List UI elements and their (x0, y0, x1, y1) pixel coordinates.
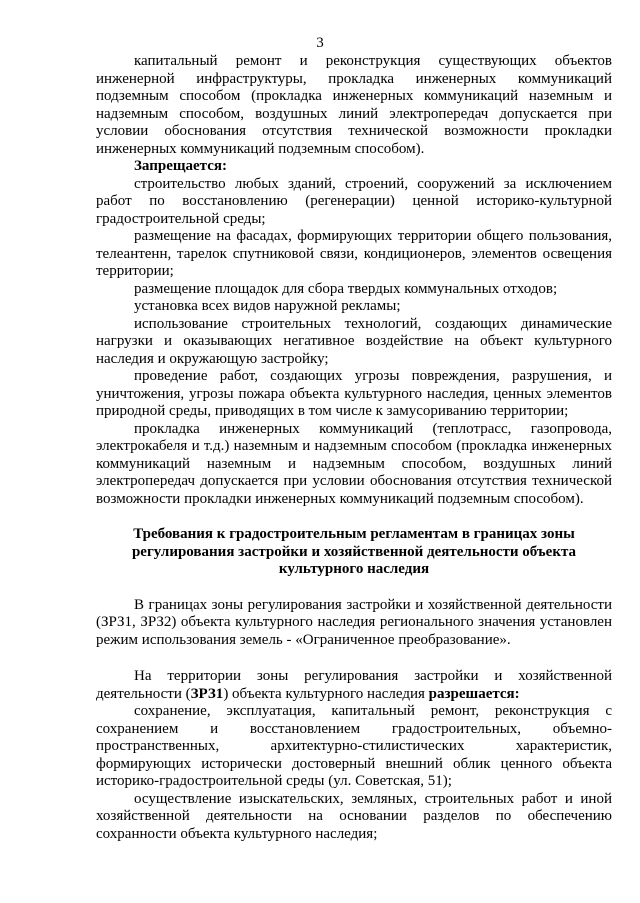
section-title: Требования к градостроительным регламентам в границах зоны регулирования застройки и хозяйственной деятельности объекта культурного наследия (131, 526, 577, 577)
forbidden-item-threats: проведение работ, создающих угрозы повреждения, разрушения, и уничтожения, угрозы пожара объекта культурного наследия, ценных элементов природной среды, приводящих в том числе к замусориванию территории; (96, 368, 612, 419)
forbidden-item-construction: строительство любых зданий, строений, сооружений за исключением работ по восстановлению (регенерации) ценной историко-культурной градостроительной среды; (96, 175, 612, 227)
document-body (96, 53, 612, 843)
page-number: 3 (316, 35, 324, 51)
allowed-item-works: осуществление изыскательских, земляных, строительных работ и иной хозяйственной деятельности на основании разделов по обеспечению сохранности объекта культурного наследия; (96, 790, 612, 842)
zone-code: ЗРЗ1 (190, 685, 224, 702)
allowed-label: разрешается: (428, 685, 520, 702)
zone-text-mid: ) объекта культурного наследия (223, 685, 429, 702)
forbidden-item-technologies: использование строительных технологий, создающих динамические нагрузки и оказывающих негативное воздействие на объект культурного наследия и окружающую застройку; (96, 315, 612, 367)
forbidden-item-waste-sites: размещение площадок для сбора твердых коммунальных отходов; (134, 280, 558, 297)
forbidden-item-facades: размещение на фасадах, формирующих территории общего пользования, телеантенн, тарелок спутниковой связи, кондиционеров, элементов освещения территории; (96, 228, 612, 279)
paragraph-capital-repair: капитальный ремонт и реконструкция существующих объектов инженерной инфраструктуры, прокладка инженерных коммуникаций подземным способом (прокладка инженерных коммуникаций наземным и надземным способом, воздушных линий электропередач допускается при условии обоснования отсутствия технической возможности прокладки инженерных коммуникаций подземным способом). (96, 53, 612, 157)
paragraph-zone-allowed (96, 668, 612, 703)
zone-text-start: На территории зоны регулирования застройки и хозяйственной деятельности ( (96, 668, 612, 702)
forbidden-heading: Запрещается: (134, 158, 228, 174)
forbidden-item-advertising: установка всех видов наружной рекламы; (134, 298, 401, 314)
paragraph-zone-intro: В границах зоны регулирования застройки и хозяйственной деятельности (ЗРЗ1, ЗРЗ2) объекта культурного наследия регионального значения установлен режим использования земель - «Ограниченное преобразование». (96, 596, 612, 648)
forbidden-item-utilities: прокладка инженерных коммуникаций (теплотрасс, газопровода, электрокабеля и т.д.) наземным и надземным способом (прокладка инженерных коммуникаций наземным и надземным способом, воздушных линий электропередач допускается при условии обоснования отсутствия технической возможности прокладки инженерных коммуникаций подземным способом). (96, 420, 612, 507)
allowed-item-preservation: сохранение, эксплуатация, капитальный ремонт, реконструкция с сохранением и восстановлением градостроительных, объемно-пространственных, архитектурно-стилистических характеристик, формирующих исторически достоверный внешний облик ценного объекта историко-градостроительной среды (ул. Советская, 51); (96, 703, 612, 789)
